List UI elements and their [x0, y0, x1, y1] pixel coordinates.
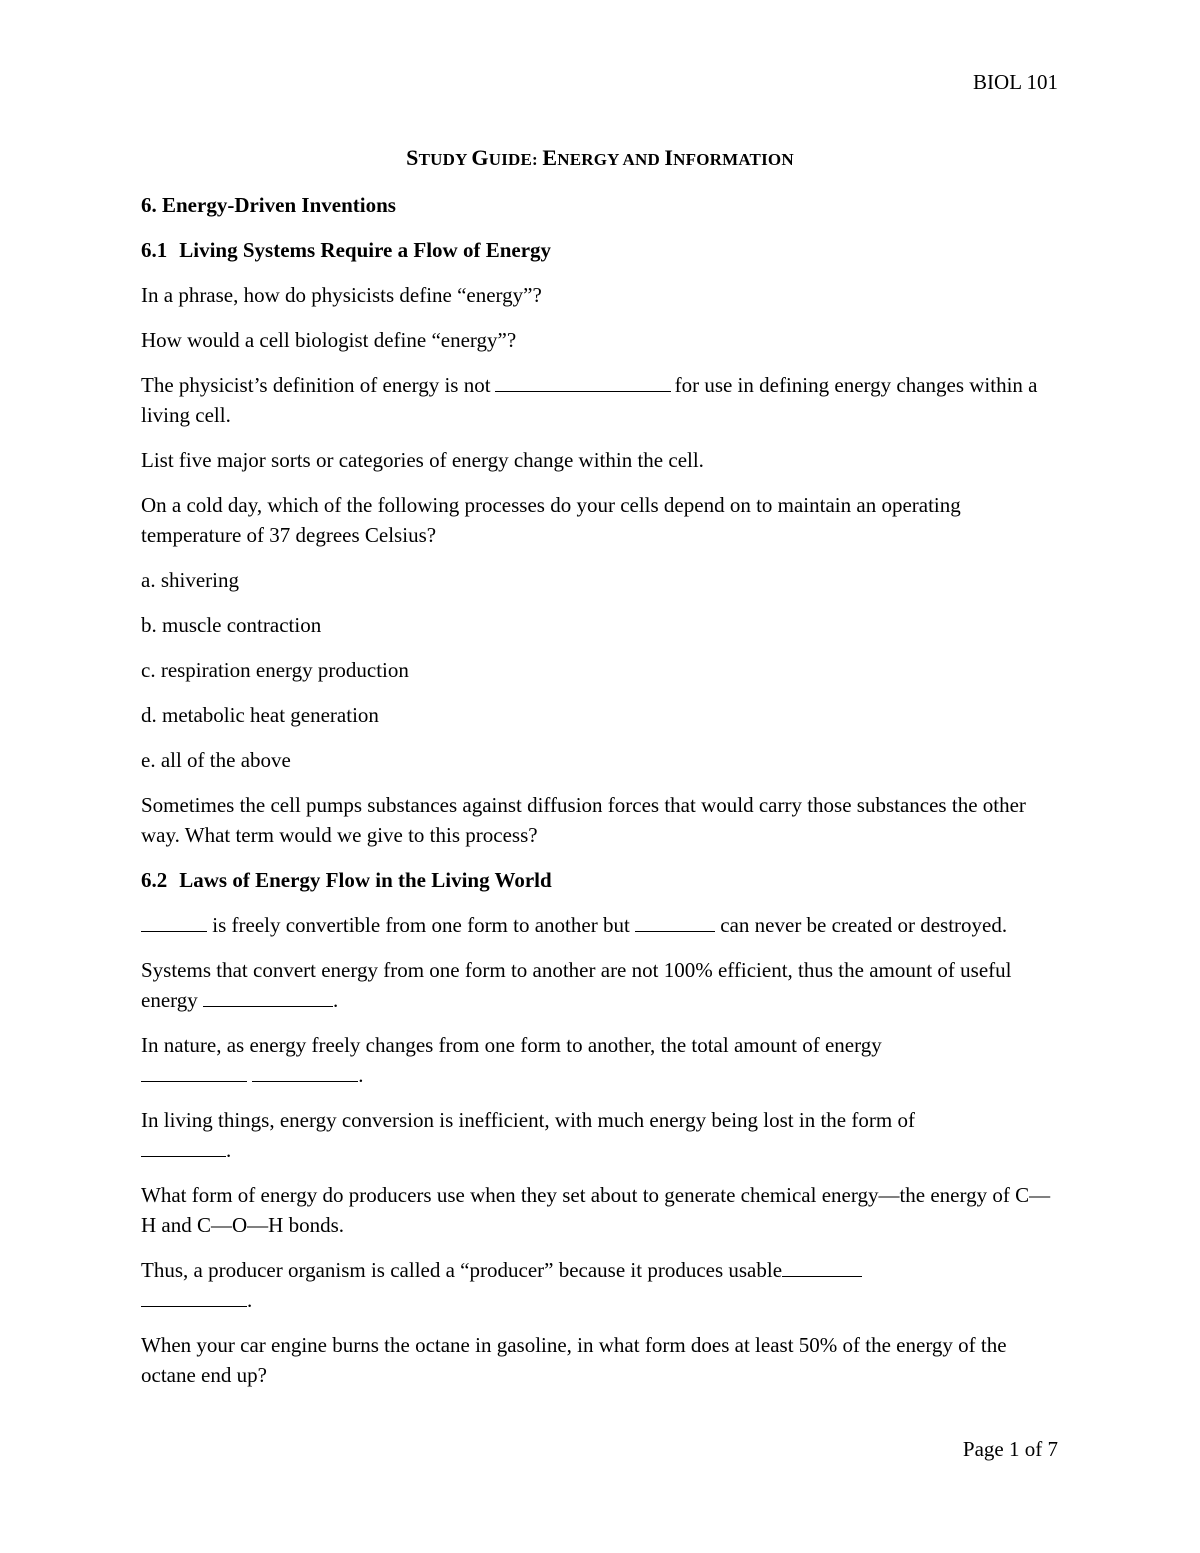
question-total-energy	[141, 1030, 1061, 1090]
question-biologist-energy: How would a cell biologist define “energy”?	[141, 328, 517, 352]
section-6-heading: 6. Energy-Driven Inventions	[141, 193, 396, 217]
title-letter-g: G	[471, 145, 489, 170]
title-part-nergy: NERGY AND	[557, 150, 665, 169]
question-text: .	[333, 988, 339, 1012]
question-text: In living things, energy conversion is inefficient, with much energy being lost in the form of	[141, 1108, 915, 1132]
option-item: e. all of the above	[141, 748, 291, 772]
question-producer-organism	[141, 1255, 1061, 1315]
question-producers: What form of energy do producers use when they set about to generate chemical energy—the energy of C—H and C—O—H bonds.	[141, 1183, 1051, 1237]
page-number: Page 1 of 7	[962, 1437, 1058, 1461]
title-letter-s: S	[406, 145, 419, 170]
question-energy-conversion	[141, 910, 1061, 940]
title-part-uide: UIDE:	[488, 150, 543, 169]
question-text: .	[358, 1063, 364, 1087]
option-item: a. shivering	[141, 568, 239, 592]
answer-blank	[141, 1061, 247, 1082]
option-item: c. respiration energy production	[141, 658, 409, 682]
question-efficiency	[141, 955, 1061, 1015]
course-header: BIOL 101	[973, 70, 1058, 94]
question-car-engine: When your car engine burns the octane in gasoline, in what form does at least 50% of the energy of the octane end up?	[141, 1333, 1007, 1387]
question-active-transport: Sometimes the cell pumps substances against diffusion forces that would carry those substances the other way. What term would we give to this process?	[141, 793, 1026, 847]
answer-blank	[203, 986, 333, 1007]
section-number: 6.2	[141, 868, 168, 892]
question-text: Systems that convert energy from one form to another are not 100% efficient, thus the amount of useful energy	[141, 958, 1012, 1012]
answer-blank	[141, 911, 207, 932]
question-text: In nature, as energy freely changes from one form to another, the total amount of energy	[141, 1033, 882, 1057]
question-energy-loss	[141, 1105, 1061, 1165]
document-title	[0, 145, 1200, 171]
section-number: 6.1	[141, 238, 168, 262]
option-item: d. metabolic heat generation	[141, 703, 379, 727]
title-letter-i: I	[664, 145, 674, 170]
section-title: Laws of Energy Flow in the Living World	[179, 868, 552, 892]
question-cold-day: On a cold day, which of the following processes do your cells depend on to maintain an operating temperature of 37 degrees Celsius?	[141, 493, 961, 547]
document-body	[141, 190, 1061, 1405]
question-text: The physicist’s definition of energy is not	[141, 373, 491, 397]
question-physicist-definition	[141, 370, 1061, 430]
section-6-2-heading	[141, 865, 1061, 895]
answer-blank	[141, 1136, 226, 1157]
question-five-categories: List five major sorts or categories of energy change within the cell.	[141, 448, 704, 472]
answer-blank	[252, 1061, 358, 1082]
question-text: for use in defining energy changes within a living cell.	[141, 373, 1038, 427]
answer-blank	[495, 371, 671, 392]
title-letter-e: E	[542, 145, 558, 170]
title-part-tudy: TUDY	[418, 150, 472, 169]
question-text: .	[247, 1288, 253, 1312]
question-text: .	[226, 1138, 232, 1162]
title-part-nformation: NFORMATION	[673, 150, 794, 169]
answer-blank	[141, 1286, 247, 1307]
question-text: Thus, a producer organism is called a “producer” because it produces usable	[141, 1258, 783, 1282]
answer-blank	[782, 1256, 862, 1277]
section-6-1-heading	[141, 235, 1061, 265]
question-physicist-energy: In a phrase, how do physicists define “energy”?	[141, 283, 542, 307]
option-item: b. muscle contraction	[141, 613, 322, 637]
answer-blank	[635, 911, 715, 932]
question-text: is freely convertible from one form to another but	[212, 913, 630, 937]
question-text: can never be created or destroyed.	[720, 913, 1008, 937]
section-title: Living Systems Require a Flow of Energy	[179, 238, 552, 262]
